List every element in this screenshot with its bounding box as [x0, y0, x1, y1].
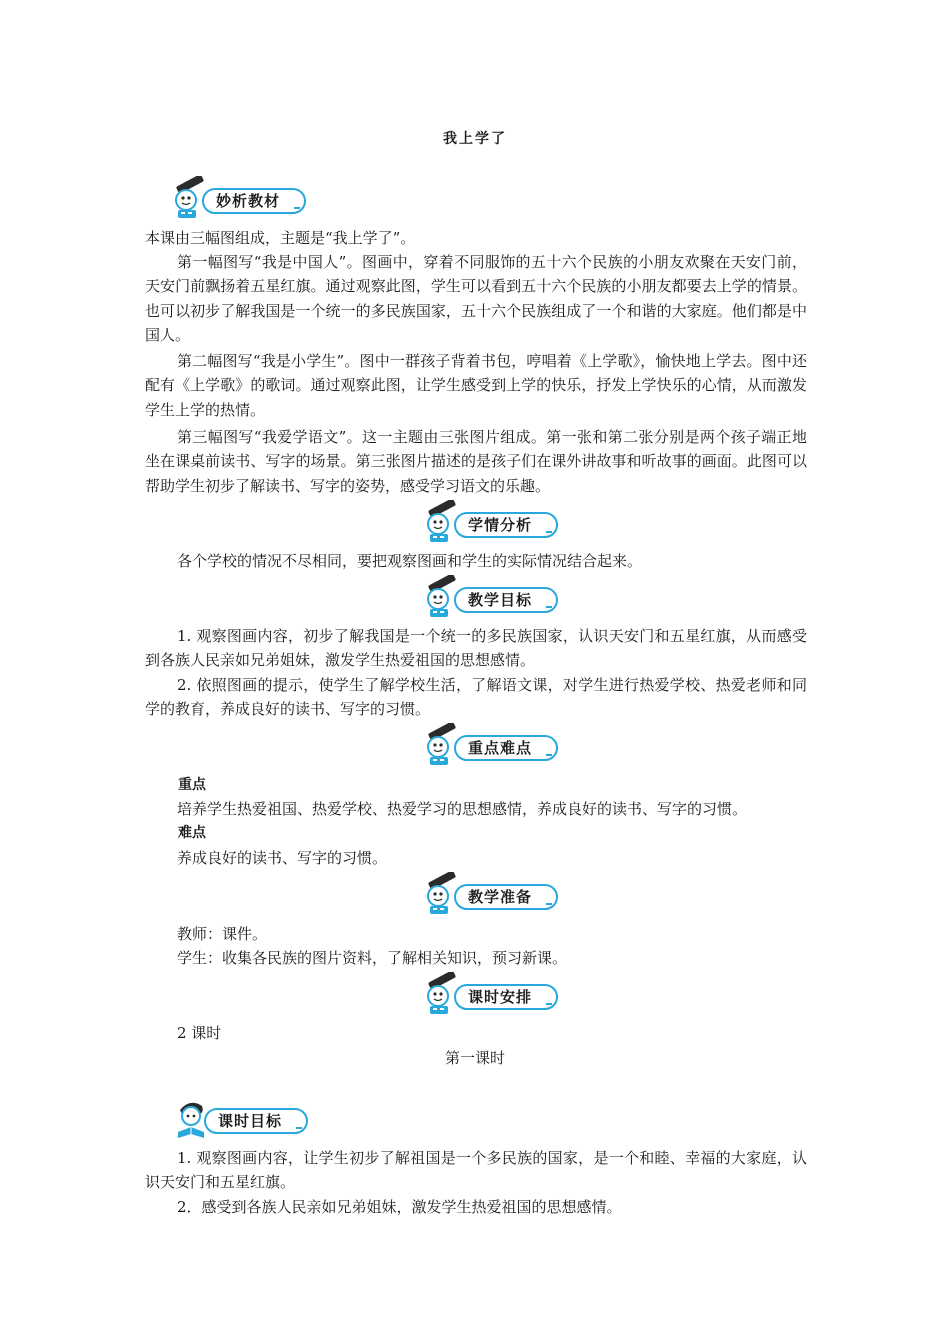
paragraph: 学生：收集各民族的图片资料，了解相关知识，预习新课。 — [177, 949, 568, 967]
paragraph: 本课由三幅图组成，主题是“我上学了”。 — [145, 229, 416, 247]
section-title: 教学准备 — [468, 888, 533, 906]
section-title: 学情分析 — [468, 516, 533, 534]
paragraph: 第二幅图写“我是小学生”。图中一群孩子背着书包，哼唱着《上学歌》，愉快地上学去。图中还配有《上学歌》的歌词。通过观察此图，让学生感受到上学的快乐，抒发上学快乐的心情，从而激发学生上学的热情。 — [145, 352, 807, 419]
section-title: 课时安排 — [468, 988, 533, 1006]
section-title: 重点难点 — [468, 739, 533, 757]
subheading-key: 重点 — [178, 777, 206, 793]
paragraph: 2. 依照图画的提示，使学生了解学校生活，了解语文课，对学生进行热爱学校、热爱老师和同学的教育，养成良好的读书、写字的习惯。 — [145, 676, 807, 719]
paragraph: 培养学生热爱祖国、热爱学校、热爱学习的思想感情，养成良好的读书、写字的习惯。 — [177, 800, 748, 818]
paragraph: 1. 观察图画内容，让学生初步了解祖国是一个多民族的国家，是一个和睦、幸福的大家庭，认识天安门和五星红旗。 — [145, 1149, 807, 1192]
subheading-difficulty: 难点 — [178, 825, 206, 841]
section-badge-learning-analysis — [424, 500, 564, 544]
paragraph: 1. 观察图画内容，初步了解我国是一个统一的多民族国家，认识天安门和五星红旗，从而感受到各族人民亲如兄弟姐妹，激发学生热爱祖国的思想感情。 — [145, 627, 807, 670]
paragraph: 各个学校的情况不尽相同，要把观察图画和学生的实际情况结合起来。 — [177, 552, 643, 570]
paragraph: 养成良好的读书、写字的习惯。 — [177, 849, 388, 867]
lesson-heading: 第一课时 — [444, 1049, 505, 1067]
section-title: 教学目标 — [468, 591, 533, 609]
section-title: 妙析教材 — [216, 192, 281, 210]
section-badge-schedule — [424, 972, 564, 1016]
section-badge-teaching-prep — [424, 872, 564, 916]
section-badge-lesson-goals — [174, 1096, 314, 1140]
paragraph: 第三幅图写“我爱学语文”。这一主题由三张图片组成。第一张和第二张分别是两个孩子端正地坐在课桌前读书、写字的场景。第三张图片描述的是孩子们在课外讲故事和听故事的画面。此图可以帮助学生初步了解读书、写字的姿势，感受学习语文的乐趣。 — [145, 428, 807, 495]
paragraph: 2 课时 — [177, 1024, 222, 1042]
document-title: 我上学了 — [443, 131, 507, 147]
section-badge-teaching-goals — [424, 575, 564, 619]
section-title: 课时目标 — [218, 1112, 283, 1130]
section-badge-textbook-analysis — [172, 176, 312, 220]
paragraph: 教师：课件。 — [177, 925, 268, 943]
paragraph: 2．感受到各族人民亲如兄弟姐妹，激发学生热爱祖国的思想感情。 — [177, 1198, 622, 1216]
paragraph: 第一幅图写“我是中国人”。图画中，穿着不同服饰的五十六个民族的小朋友欢聚在天安门前，天安门前飘扬着五星红旗。通过观察此图，学生可以看到五十六个民族的小朋友都要去上学的情景。也可以初步了解我国是一个统一的多民族国家，五十六个民族组成了一个和谐的大家庭。他们都是中国人。 — [145, 253, 807, 344]
section-badge-key-points — [424, 723, 564, 767]
